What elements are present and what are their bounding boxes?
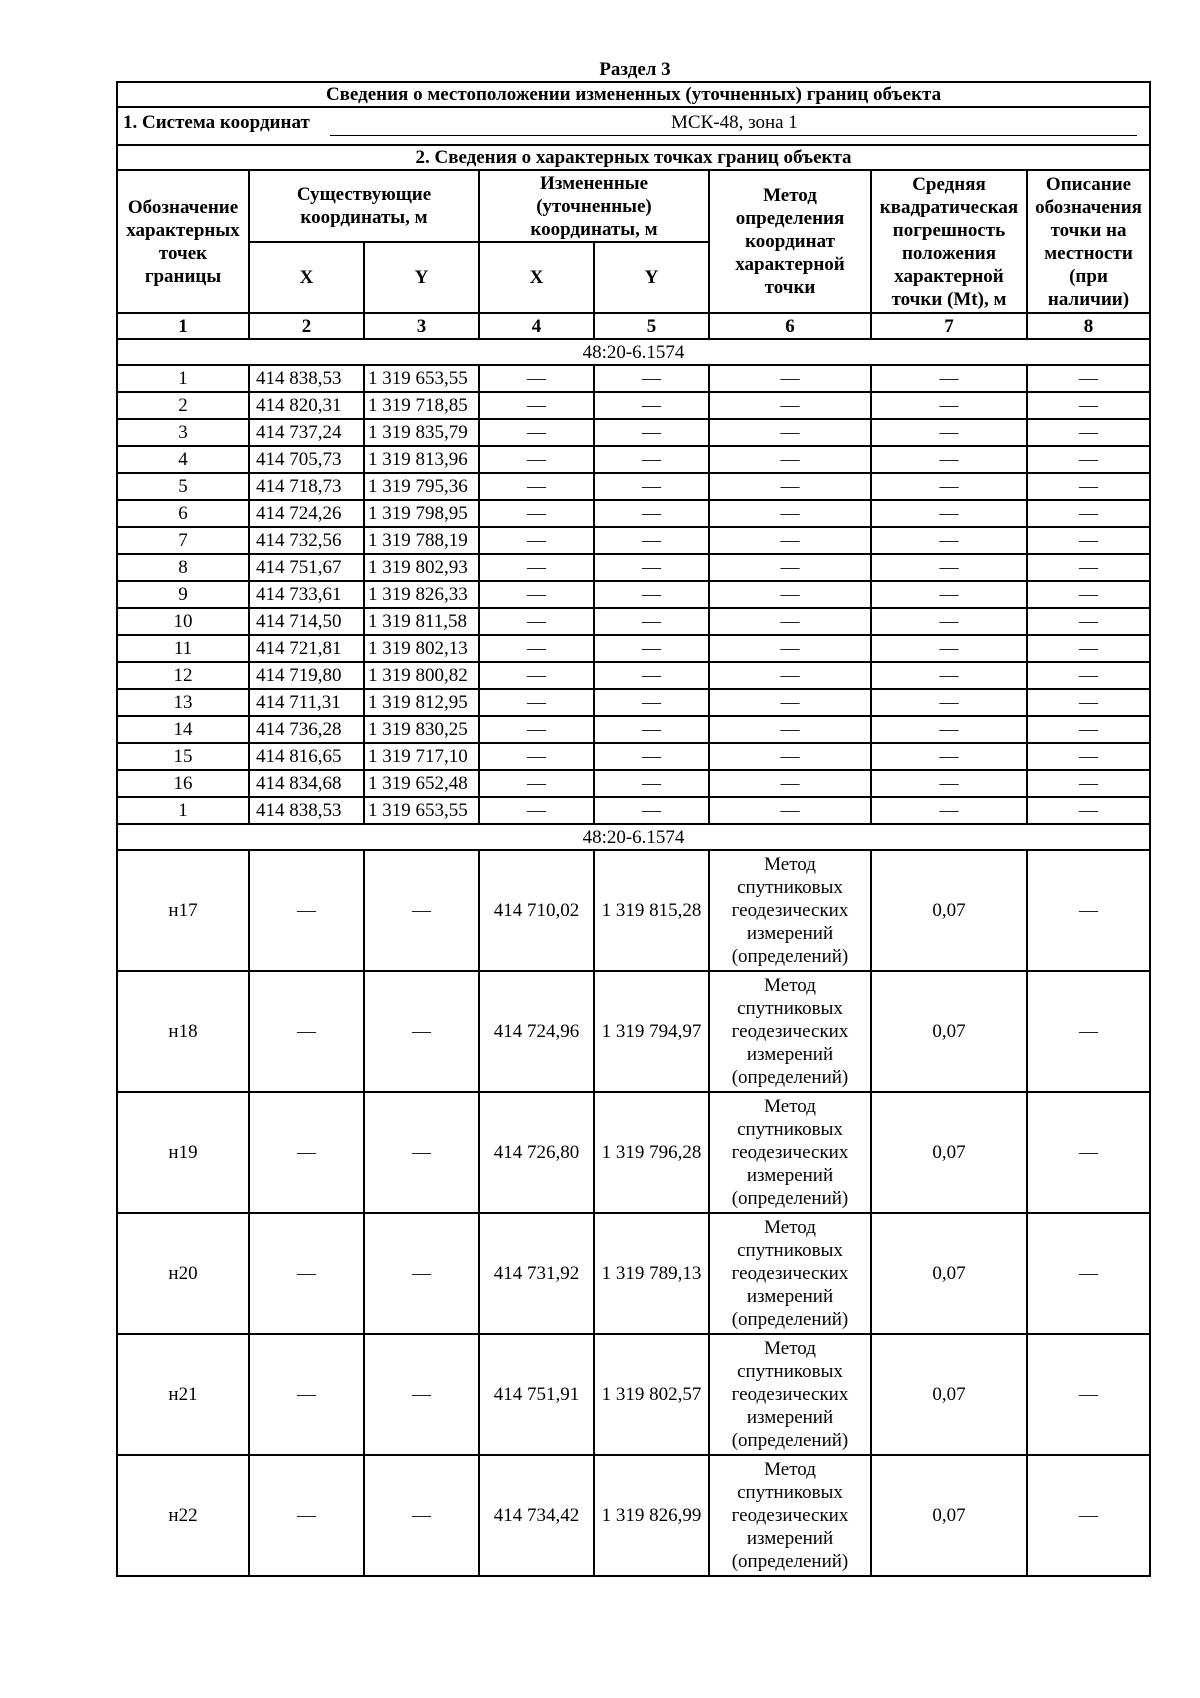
empty-dash: —: [1027, 743, 1150, 770]
header-changed-coordinates: Измененные (уточненные) координаты, м: [479, 170, 709, 242]
empty-dash: —: [479, 743, 594, 770]
table-row: [117, 1213, 1150, 1334]
empty-dash: —: [364, 850, 479, 971]
existing-x: 414 736,28: [249, 716, 364, 743]
empty-dash: —: [249, 1092, 364, 1213]
empty-dash: —: [249, 1455, 364, 1576]
empty-dash: —: [364, 1092, 479, 1213]
column-number: 2: [249, 313, 364, 339]
table-row: [117, 446, 1150, 473]
empty-dash: —: [479, 770, 594, 797]
point-designation: 9: [117, 581, 249, 608]
column-numbers-row: [117, 313, 1150, 339]
empty-dash: —: [871, 500, 1027, 527]
column-number: 4: [479, 313, 594, 339]
point-designation: 14: [117, 716, 249, 743]
accuracy: 0,07: [871, 1092, 1027, 1213]
header-method: Метод определения координат характерной точки: [709, 170, 871, 313]
point-designation: 1: [117, 365, 249, 392]
empty-dash: —: [594, 446, 709, 473]
empty-dash: —: [594, 527, 709, 554]
empty-dash: —: [594, 608, 709, 635]
empty-dash: —: [709, 635, 871, 662]
header-designation: Обозначение характерных точек границы: [117, 170, 249, 313]
empty-dash: —: [709, 500, 871, 527]
empty-dash: —: [594, 500, 709, 527]
existing-y: 1 319 812,95: [364, 689, 479, 716]
coordinate-system-value: МСК-48, зона 1: [330, 111, 1137, 136]
empty-dash: —: [1027, 554, 1150, 581]
empty-dash: —: [249, 850, 364, 971]
empty-dash: —: [709, 770, 871, 797]
accuracy: 0,07: [871, 971, 1027, 1092]
accuracy: 0,07: [871, 850, 1027, 971]
empty-dash: —: [479, 716, 594, 743]
point-designation: 8: [117, 554, 249, 581]
cadastral-number: 48:20-6.1574: [117, 824, 1150, 850]
empty-dash: —: [594, 554, 709, 581]
column-number: 3: [364, 313, 479, 339]
empty-dash: —: [594, 689, 709, 716]
empty-dash: —: [1027, 473, 1150, 500]
table-row: [117, 608, 1150, 635]
empty-dash: —: [871, 473, 1027, 500]
column-number: 5: [594, 313, 709, 339]
points-section-title: 2. Сведения о характерных точках границ объекта: [117, 145, 1150, 170]
empty-dash: —: [479, 662, 594, 689]
empty-dash: —: [871, 662, 1027, 689]
empty-dash: —: [871, 770, 1027, 797]
existing-y: 1 319 802,93: [364, 554, 479, 581]
header-accuracy: Средняя квадратическая погрешность положения характерной точки (Mt), м: [871, 170, 1027, 313]
method: Метод спутниковых геодезических измерений (определений): [709, 1213, 871, 1334]
empty-dash: —: [1027, 500, 1150, 527]
empty-dash: —: [594, 365, 709, 392]
empty-dash: —: [871, 689, 1027, 716]
empty-dash: —: [1027, 419, 1150, 446]
point-designation: н20: [117, 1213, 249, 1334]
empty-dash: —: [871, 581, 1027, 608]
empty-dash: —: [1027, 365, 1150, 392]
point-designation: 6: [117, 500, 249, 527]
existing-x: 414 732,56: [249, 527, 364, 554]
changed-y: 1 319 789,13: [594, 1213, 709, 1334]
empty-dash: —: [1027, 1334, 1150, 1455]
table-row: [117, 392, 1150, 419]
empty-dash: —: [479, 635, 594, 662]
empty-dash: —: [1027, 797, 1150, 824]
column-number: 1: [117, 313, 249, 339]
existing-y: 1 319 802,13: [364, 635, 479, 662]
table-row: [117, 689, 1150, 716]
empty-dash: —: [249, 971, 364, 1092]
cadastral-number: 48:20-6.1574: [117, 339, 1150, 365]
table-row: [117, 581, 1150, 608]
empty-dash: —: [1027, 850, 1150, 971]
point-designation: 1: [117, 797, 249, 824]
empty-dash: —: [1027, 527, 1150, 554]
empty-dash: —: [871, 743, 1027, 770]
point-designation: 7: [117, 527, 249, 554]
table-row: [117, 1334, 1150, 1455]
empty-dash: —: [1027, 971, 1150, 1092]
table-row: [117, 500, 1150, 527]
changed-x: 414 751,91: [479, 1334, 594, 1455]
empty-dash: —: [709, 743, 871, 770]
table-row: [117, 743, 1150, 770]
empty-dash: —: [364, 1455, 479, 1576]
changed-y: 1 319 826,99: [594, 1455, 709, 1576]
changed-y: 1 319 794,97: [594, 971, 709, 1092]
empty-dash: —: [871, 608, 1027, 635]
empty-dash: —: [709, 365, 871, 392]
empty-dash: —: [871, 716, 1027, 743]
empty-dash: —: [594, 419, 709, 446]
header-changed-y: Y: [594, 242, 709, 313]
existing-x: 414 816,65: [249, 743, 364, 770]
point-designation: 11: [117, 635, 249, 662]
existing-points-group-row: [117, 339, 1150, 365]
empty-dash: —: [709, 473, 871, 500]
existing-y: 1 319 813,96: [364, 446, 479, 473]
point-designation: н18: [117, 971, 249, 1092]
empty-dash: —: [709, 527, 871, 554]
point-designation: н21: [117, 1334, 249, 1455]
empty-dash: —: [871, 446, 1027, 473]
existing-x: 414 705,73: [249, 446, 364, 473]
empty-dash: —: [709, 581, 871, 608]
empty-dash: —: [709, 419, 871, 446]
table-row: [117, 770, 1150, 797]
existing-y: 1 319 811,58: [364, 608, 479, 635]
empty-dash: —: [709, 689, 871, 716]
empty-dash: —: [594, 392, 709, 419]
table-row: [117, 473, 1150, 500]
empty-dash: —: [1027, 1213, 1150, 1334]
existing-y: 1 319 795,36: [364, 473, 479, 500]
empty-dash: —: [1027, 1092, 1150, 1213]
point-designation: 15: [117, 743, 249, 770]
empty-dash: —: [1027, 608, 1150, 635]
header-existing-y: Y: [364, 242, 479, 313]
table-row: [117, 971, 1150, 1092]
changed-x: 414 731,92: [479, 1213, 594, 1334]
column-number: 7: [871, 313, 1027, 339]
empty-dash: —: [479, 392, 594, 419]
empty-dash: —: [479, 365, 594, 392]
empty-dash: —: [1027, 446, 1150, 473]
point-designation: 16: [117, 770, 249, 797]
boundary-points-table: [116, 81, 1151, 1577]
empty-dash: —: [1027, 716, 1150, 743]
point-designation: 10: [117, 608, 249, 635]
empty-dash: —: [594, 635, 709, 662]
existing-y: 1 319 653,55: [364, 797, 479, 824]
table-row: [117, 419, 1150, 446]
point-designation: н19: [117, 1092, 249, 1213]
empty-dash: —: [479, 500, 594, 527]
header-existing-x: X: [249, 242, 364, 313]
existing-y: 1 319 826,33: [364, 581, 479, 608]
empty-dash: —: [871, 527, 1027, 554]
empty-dash: —: [709, 608, 871, 635]
existing-x: 414 834,68: [249, 770, 364, 797]
table-row: [117, 554, 1150, 581]
header-changed-x: X: [479, 242, 594, 313]
empty-dash: —: [479, 554, 594, 581]
table-row: [117, 635, 1150, 662]
point-designation: 5: [117, 473, 249, 500]
existing-x: 414 838,53: [249, 797, 364, 824]
existing-x: 414 724,26: [249, 500, 364, 527]
empty-dash: —: [1027, 770, 1150, 797]
table-title: Сведения о местоположении измененных (уточненных) границ объекта: [117, 82, 1150, 107]
empty-dash: —: [594, 662, 709, 689]
existing-y: 1 319 835,79: [364, 419, 479, 446]
point-designation: 12: [117, 662, 249, 689]
empty-dash: —: [479, 797, 594, 824]
coordinate-system-row: [117, 107, 1150, 145]
empty-dash: —: [709, 446, 871, 473]
existing-y: 1 319 788,19: [364, 527, 479, 554]
column-number: 6: [709, 313, 871, 339]
table-row: [117, 1455, 1150, 1576]
empty-dash: —: [871, 392, 1027, 419]
empty-dash: —: [479, 581, 594, 608]
empty-dash: —: [871, 365, 1027, 392]
empty-dash: —: [479, 473, 594, 500]
point-designation: 13: [117, 689, 249, 716]
empty-dash: —: [364, 1213, 479, 1334]
empty-dash: —: [479, 689, 594, 716]
method: Метод спутниковых геодезических измерений (определений): [709, 1092, 871, 1213]
method: Метод спутниковых геодезических измерений (определений): [709, 1334, 871, 1455]
table-row: [117, 850, 1150, 971]
changed-x: 414 710,02: [479, 850, 594, 971]
empty-dash: —: [479, 527, 594, 554]
empty-dash: —: [1027, 662, 1150, 689]
empty-dash: —: [871, 635, 1027, 662]
empty-dash: —: [1027, 392, 1150, 419]
empty-dash: —: [479, 446, 594, 473]
existing-x: 414 820,31: [249, 392, 364, 419]
accuracy: 0,07: [871, 1213, 1027, 1334]
empty-dash: —: [479, 419, 594, 446]
changed-x: 414 724,96: [479, 971, 594, 1092]
existing-x: 414 711,31: [249, 689, 364, 716]
existing-y: 1 319 718,85: [364, 392, 479, 419]
changed-x: 414 734,42: [479, 1455, 594, 1576]
table-row: [117, 527, 1150, 554]
empty-dash: —: [594, 716, 709, 743]
existing-y: 1 319 800,82: [364, 662, 479, 689]
existing-x: 414 714,50: [249, 608, 364, 635]
column-number: 8: [1027, 313, 1150, 339]
method: Метод спутниковых геодезических измерений (определений): [709, 850, 871, 971]
empty-dash: —: [871, 797, 1027, 824]
existing-y: 1 319 830,25: [364, 716, 479, 743]
method: Метод спутниковых геодезических измерений (определений): [709, 1455, 871, 1576]
accuracy: 0,07: [871, 1334, 1027, 1455]
empty-dash: —: [1027, 1455, 1150, 1576]
empty-dash: —: [364, 971, 479, 1092]
changed-x: 414 726,80: [479, 1092, 594, 1213]
existing-x: 414 719,80: [249, 662, 364, 689]
changed-y: 1 319 802,57: [594, 1334, 709, 1455]
changed-y: 1 319 815,28: [594, 850, 709, 971]
table-row: [117, 1092, 1150, 1213]
existing-x: 414 838,53: [249, 365, 364, 392]
existing-x: 414 721,81: [249, 635, 364, 662]
empty-dash: —: [709, 392, 871, 419]
method: Метод спутниковых геодезических измерений (определений): [709, 971, 871, 1092]
empty-dash: —: [594, 797, 709, 824]
empty-dash: —: [871, 554, 1027, 581]
table-row: [117, 365, 1150, 392]
header-description: Описание обозначения точки на местности (при наличии): [1027, 170, 1150, 313]
point-designation: н17: [117, 850, 249, 971]
changed-y: 1 319 796,28: [594, 1092, 709, 1213]
empty-dash: —: [594, 770, 709, 797]
empty-dash: —: [594, 473, 709, 500]
empty-dash: —: [249, 1213, 364, 1334]
empty-dash: —: [479, 608, 594, 635]
existing-x: 414 733,61: [249, 581, 364, 608]
empty-dash: —: [1027, 635, 1150, 662]
existing-y: 1 319 798,95: [364, 500, 479, 527]
new-points-group-row: [117, 824, 1150, 850]
existing-y: 1 319 717,10: [364, 743, 479, 770]
table-row: [117, 797, 1150, 824]
empty-dash: —: [709, 797, 871, 824]
empty-dash: —: [1027, 581, 1150, 608]
accuracy: 0,07: [871, 1455, 1027, 1576]
empty-dash: —: [709, 716, 871, 743]
table-row: [117, 716, 1150, 743]
table-row: [117, 662, 1150, 689]
header-existing-coordinates: Существующие координаты, м: [249, 170, 479, 242]
empty-dash: —: [594, 743, 709, 770]
existing-y: 1 319 653,55: [364, 365, 479, 392]
empty-dash: —: [1027, 689, 1150, 716]
existing-x: 414 718,73: [249, 473, 364, 500]
existing-y: 1 319 652,48: [364, 770, 479, 797]
point-designation: 2: [117, 392, 249, 419]
point-designation: 4: [117, 446, 249, 473]
section-heading: Раздел 3: [599, 59, 671, 80]
existing-x: 414 737,24: [249, 419, 364, 446]
empty-dash: —: [871, 419, 1027, 446]
existing-x: 414 751,67: [249, 554, 364, 581]
empty-dash: —: [709, 662, 871, 689]
empty-dash: —: [709, 554, 871, 581]
empty-dash: —: [364, 1334, 479, 1455]
point-designation: 3: [117, 419, 249, 446]
empty-dash: —: [594, 581, 709, 608]
coordinate-system-label: 1. Система координат: [123, 112, 310, 133]
empty-dash: —: [249, 1334, 364, 1455]
point-designation: н22: [117, 1455, 249, 1576]
